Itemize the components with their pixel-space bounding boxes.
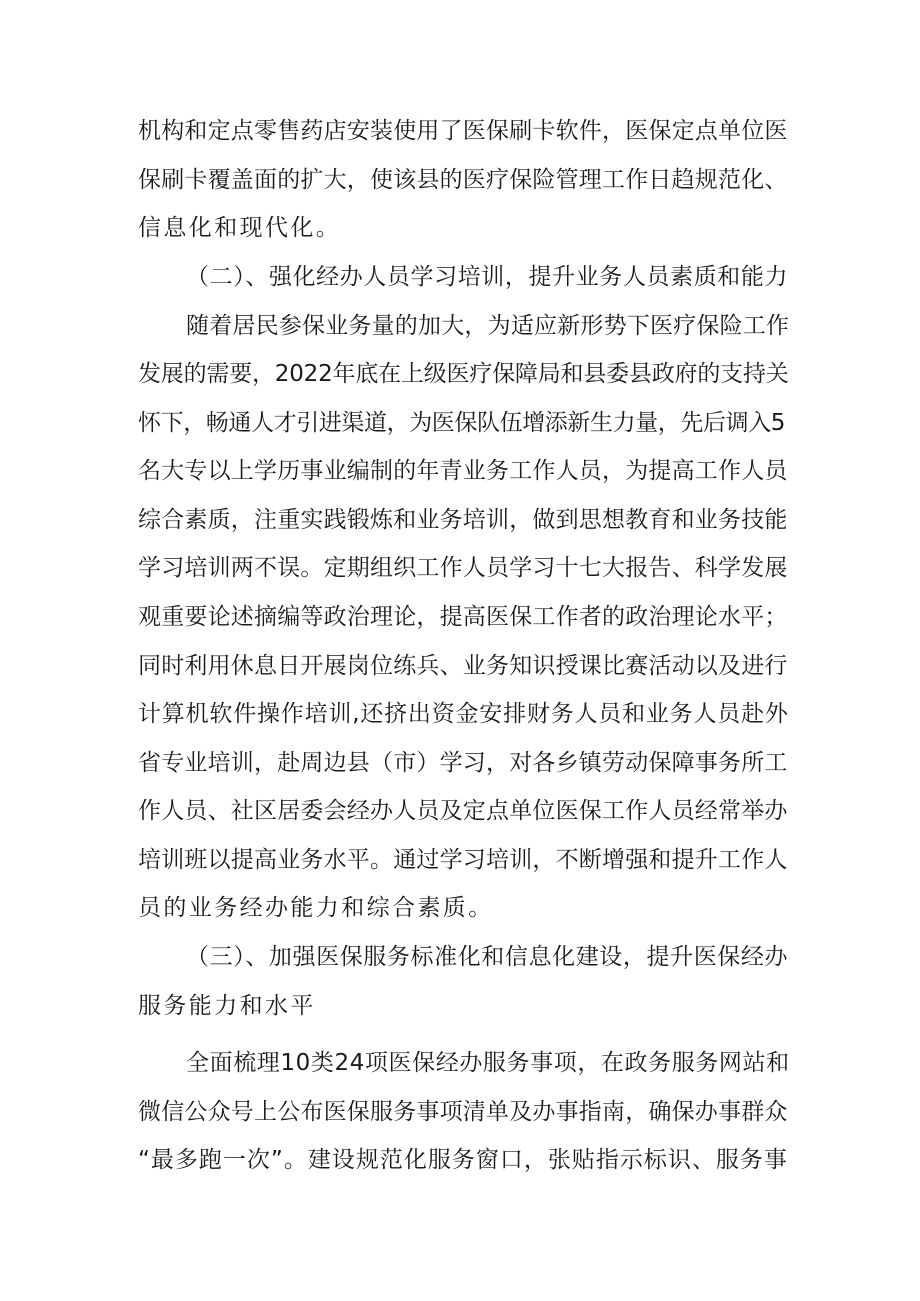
paragraph-line: 培训班以提高业务水平。通过学习培训，不断增强和提升工作人: [138, 847, 788, 873]
paragraph-line: 随着居民参保业务量的加大，为适应新形势下医疗保险工作: [186, 313, 790, 339]
paragraph-line: 同时利用休息日开展岗位练兵、业务知识授课比赛活动以及进行: [138, 653, 788, 679]
paragraph-line: 学习培训两不误。定期组织工作人员学习十七大报告、科学发展: [138, 555, 788, 581]
paragraph-line: 省专业培训，赴周边县（市）学习，对各乡镇劳动保障事务所工: [138, 750, 788, 776]
paragraph-line: 全面梳理10类24项医保经办服务事项，在政务服务网站和: [186, 1050, 790, 1076]
paragraph-line: 信息化和现代化。: [138, 215, 342, 241]
paragraph-line: 计算机软件操作培训,还挤出资金安排财务人员和业务人员赴外: [138, 701, 789, 727]
paragraph-line: 微信公众号上公布医保服务事项清单及办事指南，确保办事群众: [138, 1099, 788, 1125]
paragraph-line: 员的业务经办能力和综合素质。: [138, 895, 494, 921]
paragraph-line: 保刷卡覆盖面的扩大，使该县的医疗保险管理工作日趋规范化、: [138, 167, 788, 193]
section-heading-3: （三）、加强医保服务标准化和信息化建设，提升医保经办: [186, 944, 789, 970]
paragraph-line: 机构和定点零售药店安装使用了医保刷卡软件，医保定点单位医: [138, 118, 788, 144]
paragraph-line: 观重要论述摘编等政治理论，提高医保工作者的政治理论水平；: [138, 604, 788, 630]
paragraph-line: 名大专以上学历事业编制的年青业务工作人员，为提高工作人员: [138, 458, 788, 484]
paragraph-line: 作人员、社区居委会经办人员及定点单位医保工作人员经常举办: [138, 798, 788, 824]
section-heading-2: （二）、强化经办人员学习培训，提升业务人员素质和能力: [186, 264, 789, 290]
paragraph-line: “最多跑一次”。建设规范化服务窗口，张贴指示标识、服务事: [138, 1147, 788, 1173]
paragraph-line: 发展的需要，2022年底在上级医疗保障局和县委县政府的支持关: [138, 361, 789, 387]
section-heading-3-continued: 服务能力和水平: [138, 993, 316, 1019]
paragraph-line: 综合素质，注重实践锻炼和业务培训，做到思想教育和业务技能: [138, 507, 788, 533]
paragraph-line: 怀下，畅通人才引进渠道，为医保队伍增添新生力量，先后调入5: [138, 410, 786, 436]
